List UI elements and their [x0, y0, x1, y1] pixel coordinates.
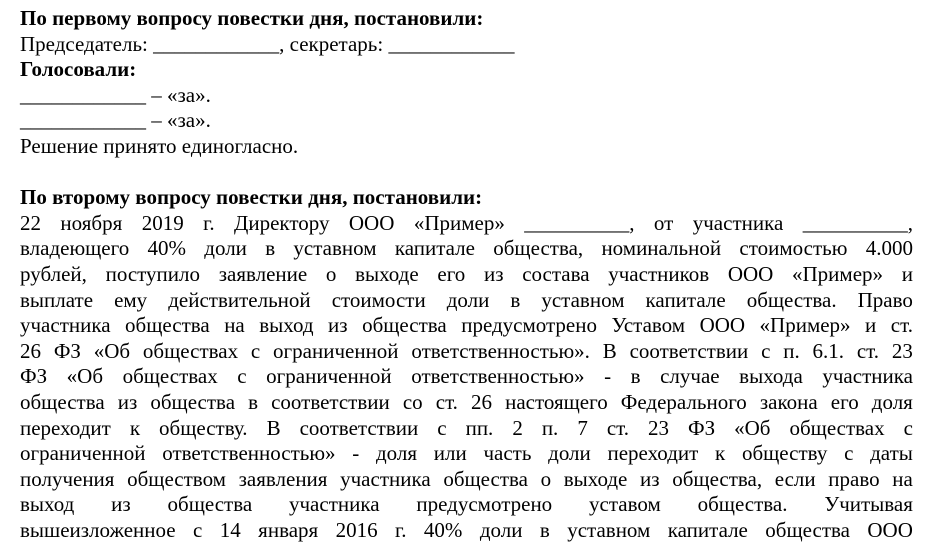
body-word: его	[830, 389, 859, 414]
body-word: часть	[483, 441, 532, 466]
body-word: или	[433, 441, 467, 466]
body-word: Директору	[234, 210, 330, 235]
body-word: из	[483, 261, 504, 286]
body-word: 22	[20, 210, 41, 235]
body-word: ст.	[606, 415, 629, 440]
body-word: __________,	[802, 210, 913, 235]
body-word: ООО	[699, 313, 746, 338]
body-word: соответствии	[271, 389, 390, 414]
body-word: ФЗ	[20, 364, 48, 389]
body-word: стоимости	[331, 287, 426, 312]
body-text-line	[20, 339, 913, 365]
body-text-line	[20, 288, 913, 314]
body-word: общества,	[493, 236, 584, 261]
body-text-line	[20, 313, 913, 339]
body-word: «Об	[734, 415, 771, 440]
body-word: общества	[362, 313, 447, 338]
body-word: 26	[471, 389, 492, 414]
body-text-line	[20, 492, 913, 518]
body-word: ст.	[435, 389, 458, 414]
body-word: ограниченной	[273, 338, 399, 363]
body-word: с	[903, 415, 913, 440]
body-text-line	[20, 390, 913, 416]
body-word: ответственностью».	[411, 338, 590, 363]
body-word: ООО	[348, 210, 395, 235]
body-word: участника	[340, 466, 431, 491]
body-word: уставом	[589, 492, 661, 517]
body-word: Учитывая	[824, 492, 913, 517]
body-word: соответствии	[629, 338, 749, 363]
document-page	[20, 6, 913, 543]
body-text-line	[20, 211, 913, 237]
body-word: ноября	[60, 210, 123, 235]
body-word: общества.	[697, 492, 788, 517]
body-word: его	[437, 261, 466, 286]
body-word: в	[510, 287, 521, 312]
body-word: ограниченной	[266, 364, 392, 389]
body-word: 40%	[147, 236, 186, 261]
body-word: общества.	[746, 287, 837, 312]
body-word: в	[265, 236, 276, 261]
section2-heading: По второму вопросу повестки дня, постановили:	[20, 185, 483, 210]
body-word: обществу.	[159, 415, 248, 440]
body-word: в	[539, 517, 550, 542]
body-word: обществу	[741, 441, 828, 466]
body-word: уставном	[293, 236, 377, 261]
body-word: вышеизложенное	[20, 517, 176, 542]
body-word: ФЗ	[53, 338, 81, 363]
body-word: общества	[20, 389, 105, 414]
body-word: Право	[857, 287, 913, 312]
body-word: получения	[20, 466, 115, 491]
body-word: предусмотрено	[461, 313, 597, 338]
body-word: от	[653, 210, 674, 235]
body-word: Уставом	[611, 313, 686, 338]
body-word: с	[250, 338, 261, 363]
body-word: 7	[577, 415, 588, 440]
body-word: из	[117, 389, 138, 414]
body-word: капитале	[667, 517, 748, 542]
body-word: «Пример»	[792, 261, 884, 286]
body-word: 6.1.	[812, 338, 845, 363]
body-word: со	[402, 389, 423, 414]
body-word: из	[640, 466, 660, 491]
body-word: обществом	[127, 466, 226, 491]
body-word: закона	[759, 389, 818, 414]
body-word: «Пример»	[759, 313, 851, 338]
body-word: __________,	[524, 210, 635, 235]
body-word: с	[237, 364, 247, 389]
body-word: обществах	[789, 415, 885, 440]
section1-heading: По первому вопросу повестки дня, постановили:	[20, 6, 484, 30]
body-word: 2016	[335, 517, 378, 542]
body-word: ООО	[727, 261, 774, 286]
body-word: обществах	[142, 338, 239, 363]
body-word: право	[828, 466, 880, 491]
body-word: 14	[219, 517, 241, 542]
body-word: -	[352, 441, 360, 466]
body-text-line	[20, 262, 913, 288]
body-word: участника	[289, 492, 380, 517]
body-word: ст.	[890, 313, 913, 338]
body-word: выходе	[355, 261, 419, 286]
body-word: капитале	[645, 287, 726, 312]
section2-body	[20, 211, 913, 544]
body-word: -	[604, 364, 612, 389]
body-word: Федерального	[620, 389, 747, 414]
body-word: 40%	[423, 517, 463, 542]
voted-heading: Голосовали:	[20, 57, 137, 82]
body-word: с	[761, 338, 771, 363]
body-word: с	[437, 415, 447, 440]
body-word: в	[630, 364, 641, 389]
body-text-line	[20, 416, 913, 442]
body-word: владеющего	[20, 236, 130, 261]
body-word: января	[258, 517, 319, 542]
body-word: соответствии	[299, 415, 419, 440]
body-word: общества	[443, 466, 528, 491]
body-word: ответственностью»	[162, 441, 336, 466]
body-word: п.	[541, 415, 559, 440]
body-word: выхода	[739, 364, 803, 389]
body-word: случае	[660, 364, 720, 389]
body-word: доли	[548, 441, 591, 466]
body-word: выход	[20, 492, 75, 517]
body-word: из	[111, 492, 131, 517]
body-word: доли	[479, 517, 523, 542]
body-word: общества	[167, 492, 253, 517]
body-word: заявление	[218, 261, 308, 286]
body-word: 2	[512, 415, 523, 440]
body-word: общества	[765, 517, 850, 542]
body-word: капитале	[394, 236, 475, 261]
body-word: уставном	[567, 517, 651, 542]
body-word: общества	[150, 389, 236, 414]
body-word: на	[892, 466, 913, 491]
body-text-line	[20, 518, 913, 544]
body-word: выходе	[563, 466, 628, 491]
body-word: обществах	[122, 364, 218, 389]
body-word: переходит	[607, 441, 699, 466]
body-word: «Об	[66, 364, 104, 389]
body-word: доля	[376, 441, 418, 466]
body-word: и	[901, 261, 913, 286]
body-word: ответственностью»	[411, 364, 585, 389]
body-word: с	[844, 441, 854, 466]
body-word: заявления	[238, 466, 328, 491]
body-word: к	[129, 415, 141, 440]
vote-line: ____________ – «за».	[20, 82, 211, 107]
body-word: уставном	[541, 287, 625, 312]
body-word: В	[602, 338, 617, 363]
body-word: ООО	[867, 517, 913, 542]
body-word: В	[266, 415, 281, 440]
body-word: «Об	[93, 338, 131, 363]
body-word: даты	[870, 441, 913, 466]
body-word: участников	[608, 261, 710, 286]
body-word: предусмотрено	[416, 492, 553, 517]
body-text-line	[20, 236, 913, 262]
body-word: доля	[871, 389, 913, 414]
body-word: ему	[114, 287, 148, 312]
body-word: участника	[692, 210, 784, 235]
body-text-line	[20, 467, 913, 493]
body-word: с	[193, 517, 203, 542]
body-word: переходит	[20, 415, 111, 440]
body-word: поступило	[105, 261, 201, 286]
body-text-line	[20, 364, 913, 390]
body-word: стоимостью	[739, 236, 848, 261]
body-word: номинальной	[601, 236, 722, 261]
body-word: рублей,	[20, 261, 87, 286]
body-word: о	[540, 466, 552, 491]
body-word: выход	[259, 313, 314, 338]
body-word: г.	[395, 517, 407, 542]
body-word: состава	[522, 261, 590, 286]
body-word: ФЗ	[687, 415, 716, 440]
body-word: если	[774, 466, 816, 491]
body-word: участника	[822, 364, 913, 389]
body-word: выплате	[20, 287, 94, 312]
body-word: общества	[125, 313, 210, 338]
chair-secretary-line: Председатель: ____________, секретарь: ____________	[20, 31, 515, 56]
body-word: о	[325, 261, 337, 286]
body-word: 2019	[141, 210, 184, 235]
body-word: 23	[647, 415, 669, 440]
body-word: действительной	[168, 287, 311, 312]
vote-line: ____________ – «за».	[20, 108, 211, 133]
body-text-line	[20, 441, 913, 467]
body-word: настоящего	[505, 389, 608, 414]
body-word: в	[248, 389, 259, 414]
body-word: пп.	[465, 415, 494, 440]
body-word: 4.000	[865, 236, 913, 261]
body-word: из	[328, 313, 348, 338]
paragraph-spacer	[20, 160, 913, 186]
body-word: г.	[203, 210, 215, 235]
decision-text: Решение принято единогласно.	[20, 133, 299, 158]
body-word: участника	[20, 313, 111, 338]
body-word: 26	[20, 338, 41, 363]
body-word: доли	[446, 287, 490, 312]
body-word: доли	[204, 236, 247, 261]
body-word: к	[715, 441, 726, 466]
body-word: «Пример»	[413, 210, 505, 235]
body-word: на	[224, 313, 245, 338]
body-word: общества,	[672, 466, 763, 491]
body-word: 23	[891, 338, 913, 363]
body-word: ограниченной	[20, 441, 146, 466]
body-word: п.	[783, 338, 800, 363]
body-word: ст.	[856, 338, 879, 363]
body-word: и	[865, 313, 877, 338]
